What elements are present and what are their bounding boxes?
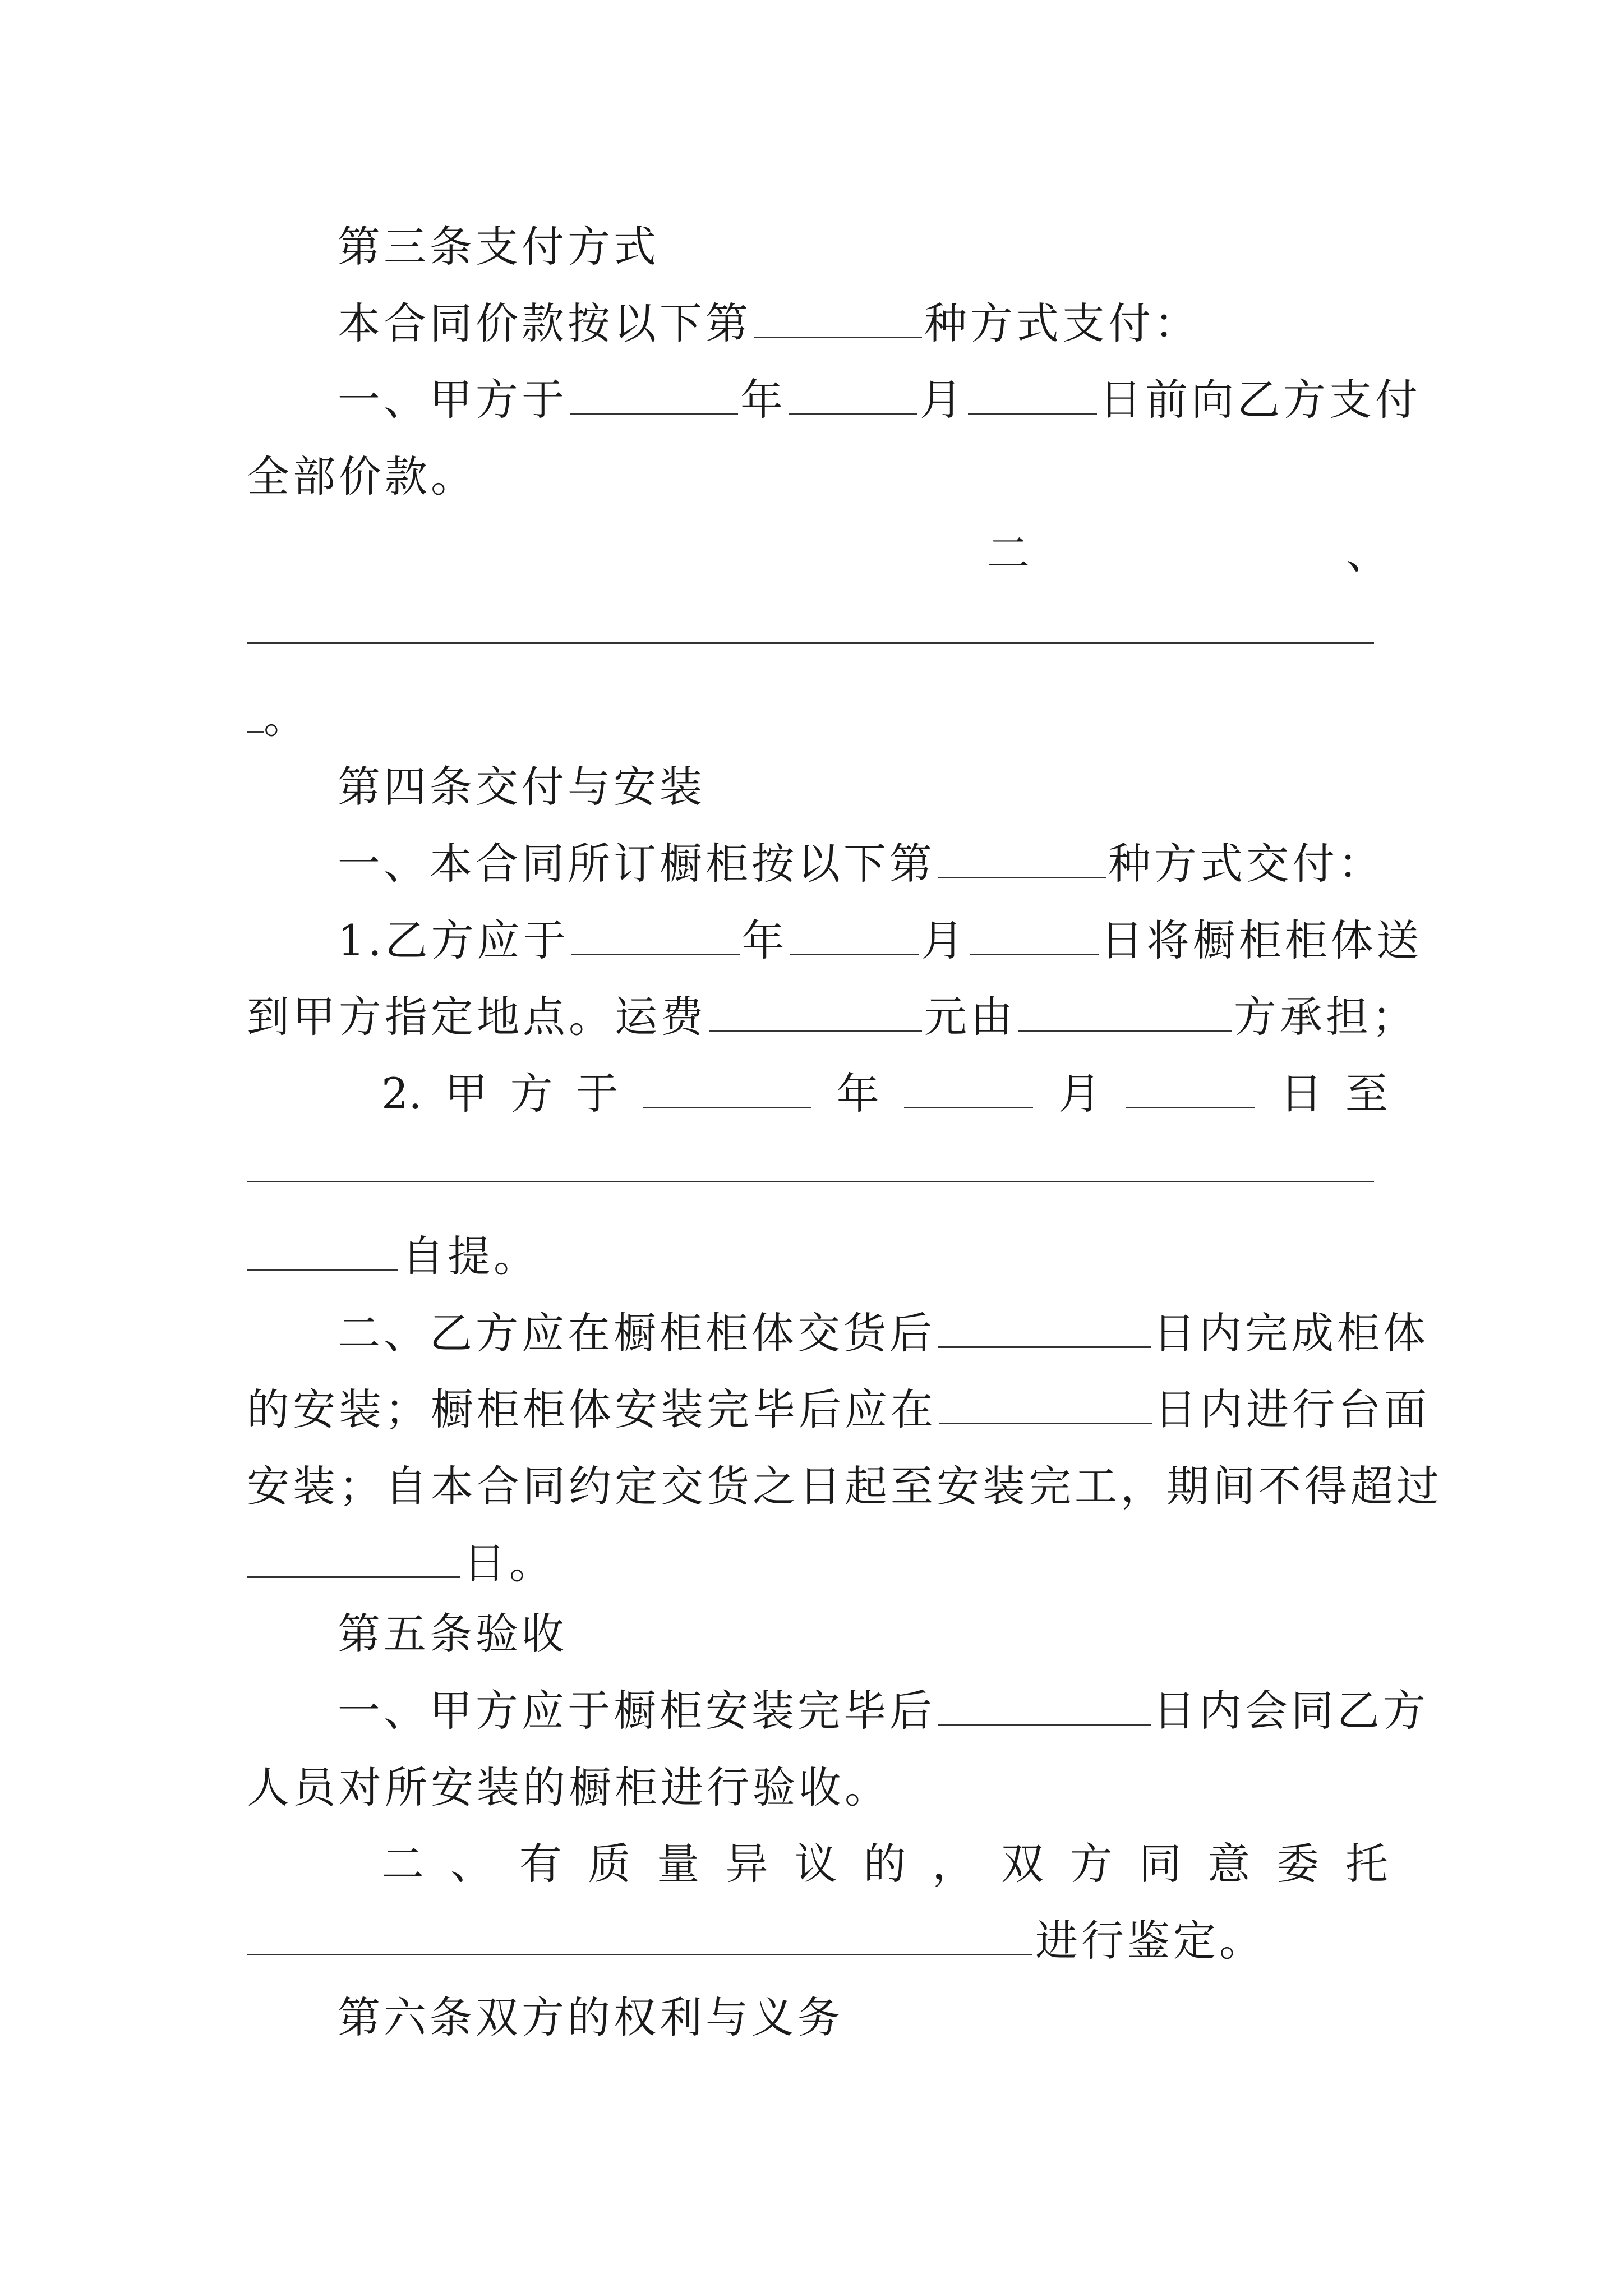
long-blank-line[interactable] — [247, 1181, 1374, 1182]
article-3-line-3: 全部价款。 — [247, 452, 477, 501]
blank-year[interactable] — [571, 918, 740, 955]
blank-days[interactable] — [247, 1540, 460, 1578]
blank-location[interactable] — [247, 1234, 398, 1271]
blank-month[interactable] — [790, 918, 919, 955]
article-3-line-2: 一、甲方于 年 月 日前向乙方支付 — [338, 375, 1421, 425]
blank-party[interactable] — [1018, 994, 1232, 1032]
blank-field[interactable] — [938, 841, 1106, 878]
article-4-line-3: 到甲方指定地点。运费 元由 方承担； — [247, 992, 1418, 1042]
article-4-line-6: 二、乙方应在橱柜柜体交货后 日内完成柜体 — [338, 1308, 1429, 1358]
article-4-line-1: 一、本合同所订橱柜按以下第 种方式交付： — [338, 839, 1384, 889]
article-3-line-4: 二 、 — [987, 528, 1392, 578]
blank-short[interactable] — [247, 695, 264, 733]
article-4-line-5: 自提。 — [247, 1228, 1388, 1285]
article-5-line-1: 一、甲方应于橱柜安装完毕后 日内会同乙方 — [338, 1686, 1429, 1736]
blank-year[interactable] — [570, 377, 738, 415]
blank-month[interactable] — [789, 377, 917, 415]
long-blank-line[interactable] — [247, 642, 1374, 644]
article-6-heading: 第六条双方的权利与义务 — [338, 1993, 843, 2042]
blank-day[interactable] — [970, 918, 1099, 955]
article-5-line-2: 人员对所安装的橱柜进行验收。 — [247, 1763, 891, 1812]
article-5-line-3: 二 、 有 质 量 异 议 的 ， 双 方 同 意 委 托 — [381, 1839, 1388, 1889]
article-5-heading: 第五条验收 — [338, 1609, 568, 1659]
article-4-heading: 第四条交付与安装 — [338, 762, 706, 812]
article-4-line-7: 的安装；橱柜柜体安装完毕后应在 日内进行台面 — [247, 1384, 1430, 1434]
article-5-line-4: 进行鉴定。 — [247, 1913, 1388, 1969]
blank-year[interactable] — [643, 1071, 811, 1108]
blank-freight[interactable] — [709, 994, 922, 1032]
blank-appraiser[interactable] — [247, 1918, 1032, 1955]
article-3-line-5: 。 — [247, 690, 1388, 746]
article-3-line-1: 本合同价款按以下第 种方式支付： — [338, 298, 1200, 348]
article-4-line-9: 日。 — [247, 1535, 1388, 1591]
blank-day[interactable] — [1126, 1071, 1255, 1108]
blank-day[interactable] — [968, 377, 1097, 415]
article-4-line-4: 2. 甲 方 于 年 月 日 至 — [381, 1069, 1388, 1119]
blank-month[interactable] — [904, 1071, 1033, 1108]
article-3-heading: 第三条支付方式 — [338, 222, 660, 272]
blank-days[interactable] — [938, 1688, 1151, 1726]
blank-field[interactable] — [754, 301, 922, 338]
blank-days[interactable] — [938, 1310, 1151, 1348]
article-4-line-8: 安装；自本合同约定交货之日起至安装完工，期间不得超过 — [247, 1461, 1442, 1511]
blank-days[interactable] — [939, 1387, 1152, 1424]
article-4-line-2: 1.乙方应于 年 月 日将橱柜柜体送 — [338, 915, 1423, 965]
